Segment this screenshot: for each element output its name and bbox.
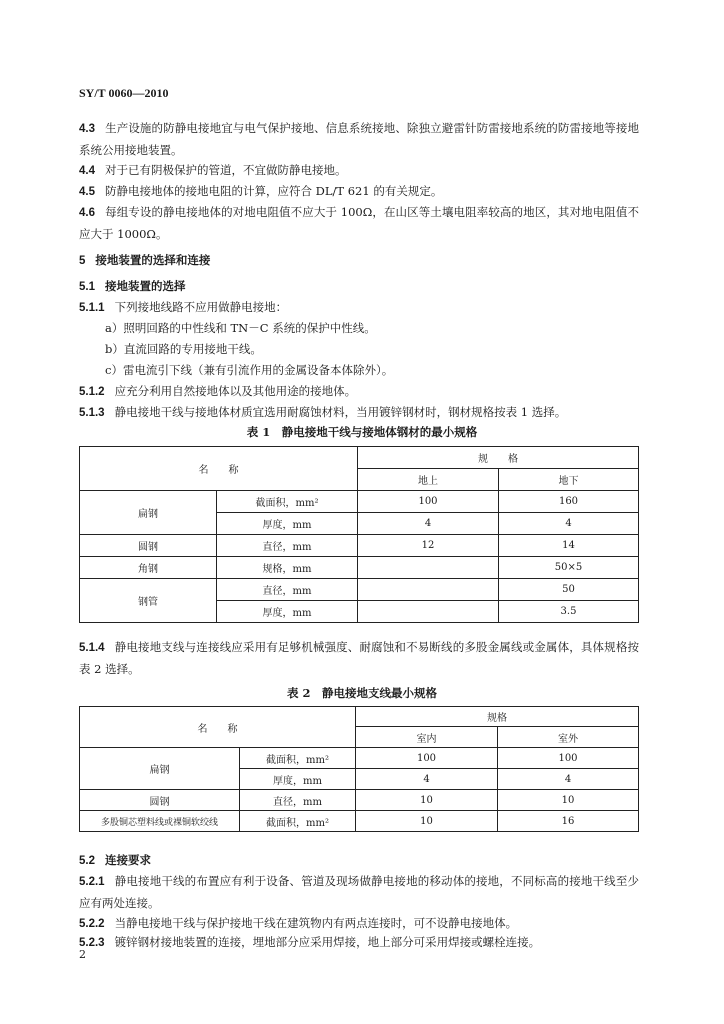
- section-5-1-heading: [79, 276, 639, 298]
- table-cell: 50: [499, 579, 639, 601]
- table-cell: 50×5: [499, 557, 639, 579]
- table-cell: 直径，mm: [240, 790, 356, 811]
- table-header-outdoor: 室外: [498, 727, 639, 748]
- table-header-spec: 规格: [356, 707, 639, 727]
- table-cell: 规格，mm: [217, 557, 358, 579]
- clause-4-6: [79, 202, 639, 245]
- standard-code: SY/T 0060—2010: [79, 86, 169, 100]
- table-cell: 扁钢: [80, 491, 217, 535]
- table-cell: [358, 579, 499, 601]
- table-header-spec: 规 格: [358, 447, 639, 469]
- table-cell: 直径，mm: [217, 535, 358, 557]
- clause-5-1-1: [79, 297, 639, 319]
- list-item-b: b）直流回路的专用接地干线。: [105, 342, 262, 356]
- table-cell: 厚度，mm: [217, 601, 358, 623]
- clause-text: 每组专设的静电接地体的对地电阻值不应大于 100Ω，在山区等土壤电阻率较高的地区，其对地电阻值不应大于 1000Ω。: [79, 205, 639, 241]
- table-cell: 厚度，mm: [217, 513, 358, 535]
- clause-text: 镀锌钢材接地装置的连接，埋地部分应采用焊接，地上部分可采用焊接或螺栓连接。: [114, 935, 541, 949]
- clause-number: 5.1.4: [79, 642, 105, 654]
- section-title: 连接要求: [105, 853, 151, 867]
- table-cell: 截面积，mm²: [240, 748, 356, 769]
- section-number: 5.1: [79, 281, 95, 293]
- clause-text: 静电接地干线与接地体材质宜选用耐腐蚀材料，当用镀锌钢材时，钢材规格按表 1 选择。: [114, 405, 567, 419]
- table-cell: 4: [498, 769, 639, 790]
- table-header-above: 地上: [358, 469, 499, 491]
- page-number: 2: [79, 948, 86, 961]
- table-cell: 直径，mm: [217, 579, 358, 601]
- clause-number: 4.3: [79, 123, 95, 135]
- section-number: 5: [79, 255, 86, 267]
- clause-text: 静电接地干线的布置应有利于设备、管道及现场做静电接地的移动体的接地，不同标高的接地干线至少应有两处连接。: [79, 874, 639, 910]
- clause-text: 当静电接地干线与保护接地干线在建筑物内有两点连接时，可不设静电接地体。: [114, 916, 518, 930]
- clause-number: 5.1.2: [79, 386, 105, 398]
- table-1-title: 表 1 静电接地干线与接地体钢材的最小规格: [246, 425, 478, 439]
- clause-number: 4.5: [79, 186, 95, 198]
- table-2: [79, 706, 639, 832]
- table-cell: 160: [499, 491, 639, 513]
- table-cell: 角钢: [80, 557, 217, 579]
- table-cell: 100: [356, 748, 498, 769]
- table-cell: 多股铜芯塑料线或裸铜软绞线: [80, 811, 240, 832]
- clause-5-1-4: [79, 637, 639, 680]
- list-item-a: a）照明回路的中性线和 TN－C 系统的保护中性线。: [105, 321, 376, 335]
- table-cell: 钢管: [80, 579, 217, 623]
- table-cell: 16: [498, 811, 639, 832]
- clause-4-4: [79, 160, 639, 182]
- table-cell: 3.5: [499, 601, 639, 623]
- table-cell: 截面积，mm²: [240, 811, 356, 832]
- clause-number: 5.1.1: [79, 302, 105, 314]
- table-1: [79, 446, 639, 623]
- clause-number: 4.4: [79, 165, 95, 177]
- table-cell: 14: [499, 535, 639, 557]
- clause-5-2-1: [79, 871, 639, 914]
- clause-text: 静电接地支线与连接线应采用有足够机械强度、耐腐蚀和不易断线的多股金属线或金属体，具体规格按表 2 选择。: [79, 640, 639, 676]
- clause-5-1-3: [79, 402, 639, 424]
- section-5-heading: [79, 250, 639, 272]
- clause-4-5: [79, 181, 639, 203]
- clause-text: 防静电接地体的接地电阻的计算，应符合 DL/T 621 的有关规定。: [105, 184, 443, 198]
- table-cell: 圆钢: [80, 790, 240, 811]
- clause-number: 4.6: [79, 207, 95, 219]
- clause-text: 对于已有阴极保护的管道，不宜做防静电接地。: [105, 163, 347, 177]
- clause-number: 5.2.2: [79, 918, 105, 930]
- table-cell: 厚度，mm: [240, 769, 356, 790]
- clause-number: 5.1.3: [79, 407, 105, 419]
- table-cell: 100: [498, 748, 639, 769]
- table-cell: 10: [498, 790, 639, 811]
- table-cell: 12: [358, 535, 499, 557]
- table-cell: 4: [358, 513, 499, 535]
- clause-text: 生产设施的防静电接地宜与电气保护接地、信息系统接地、除独立避雷针防雷接地系统的防雷接地等接地系统公用接地装置。: [79, 121, 639, 157]
- table-header-name: 名 称: [80, 707, 356, 748]
- table-header-indoor: 室内: [356, 727, 498, 748]
- table-2-title: 表 2 静电接地支线最小规格: [286, 686, 437, 700]
- clause-number: 5.2.3: [79, 937, 105, 949]
- section-5-2-heading: [79, 850, 639, 872]
- table-cell: [358, 601, 499, 623]
- table-cell: 4: [356, 769, 498, 790]
- table-cell: 圆钢: [80, 535, 217, 557]
- table-cell: 10: [356, 811, 498, 832]
- clause-5-2-3: [79, 932, 639, 954]
- section-title: 接地装置的选择: [105, 279, 186, 293]
- table-cell: 4: [499, 513, 639, 535]
- table-cell: 100: [358, 491, 499, 513]
- clause-number: 5.2.1: [79, 876, 105, 888]
- table-cell: 10: [356, 790, 498, 811]
- table-cell: [358, 557, 499, 579]
- clause-text: 下列接地线路不应用做静电接地：: [114, 300, 288, 314]
- table-header-below: 地下: [499, 469, 639, 491]
- clause-4-3: [79, 118, 639, 161]
- table-cell: 截面积，mm²: [217, 491, 358, 513]
- table-header-name: 名 称: [80, 447, 358, 491]
- table-cell: 扁钢: [80, 748, 240, 790]
- list-item-c: c）雷电流引下线（兼有引流作用的金属设备本体除外）。: [105, 363, 394, 377]
- section-number: 5.2: [79, 855, 95, 867]
- clause-5-1-2: [79, 381, 639, 403]
- clause-text: 应充分利用自然接地体以及其他用途的接地体。: [114, 384, 357, 398]
- section-title: 接地装置的选择和连接: [95, 253, 211, 267]
